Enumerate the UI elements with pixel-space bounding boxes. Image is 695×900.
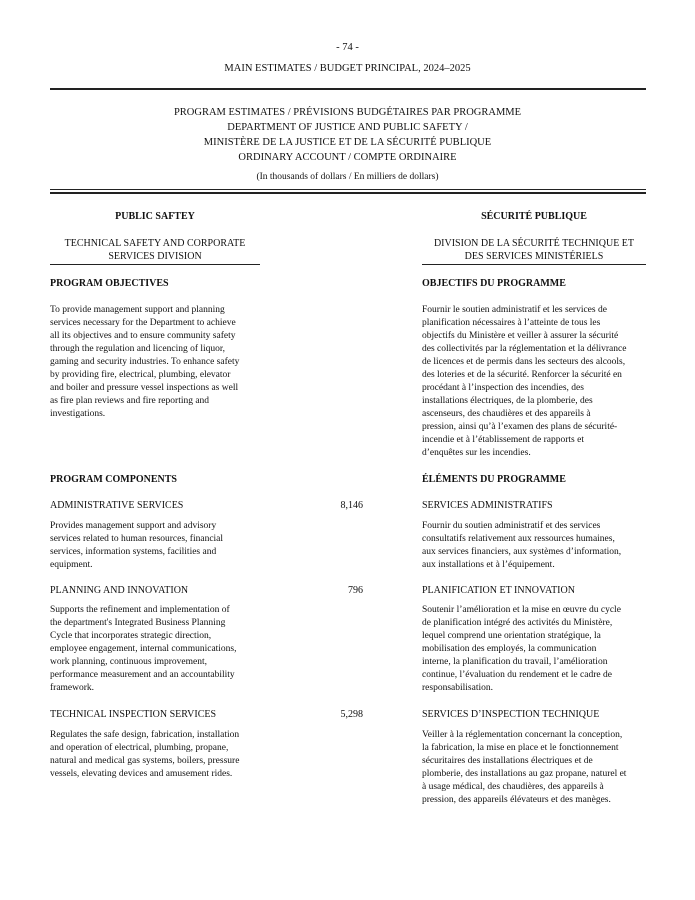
component-name-en: TECHNICAL INSPECTION SERVICES <box>50 709 217 720</box>
text-line: interne, la planification du travail, l’amélioration <box>422 657 608 667</box>
text-line: d’enquêtes sur les incendies. <box>422 448 531 458</box>
component-desc-fr <box>422 729 652 807</box>
right-objectives-heading: OBJECTIFS DU PROGRAMME <box>422 278 566 289</box>
text-line: performance measurement and an accountability <box>50 670 235 680</box>
text-line: des loteries et de la sécurité. Renforcer la sécurité en <box>422 370 622 380</box>
text-line: mobilisation des employés, la communication <box>422 644 597 654</box>
text-line: natural and medical gas systems, boilers, pressure <box>50 756 240 766</box>
text-line: by providing fire, electrical, plumbing, elevator <box>50 370 231 380</box>
text-line: equipment. <box>50 560 93 570</box>
component-amount: 8,146 <box>340 500 363 511</box>
text-line: procédant à l’inspection des incendies, des <box>422 383 584 393</box>
right-objectives-text <box>422 304 652 460</box>
text-line: la fabrication, la mise en place et le fonctionnement <box>422 743 619 753</box>
right-division-underline <box>422 264 646 265</box>
text-line: through the regulation and licencing of liquor, <box>50 344 226 354</box>
text-line: services related to human resources, financial <box>50 534 224 544</box>
component-name-fr: SERVICES D’INSPECTION TECHNIQUE <box>422 709 600 720</box>
component-name-en: PLANNING AND INNOVATION <box>50 585 189 596</box>
text-line: services necessary for the Department to achieve <box>50 318 236 328</box>
component-name-fr: SERVICES ADMINISTRATIFS <box>422 500 553 511</box>
left-objectives-heading: PROGRAM OBJECTIVES <box>50 278 169 289</box>
text-line: continue, l’évaluation du rendement et le cadre de <box>422 670 612 680</box>
left-division <box>50 237 260 263</box>
left-heading: PUBLIC SAFTEY <box>115 211 195 222</box>
header-line-4: ORDINARY ACCOUNT / COMPTE ORDINAIRE <box>238 152 457 163</box>
component-name-en: ADMINISTRATIVE SERVICES <box>50 500 184 511</box>
text-line: plomberie, des installations au gaz propane, naturel et <box>422 769 627 779</box>
text-line: Provides management support and advisory <box>50 521 217 531</box>
double-rule-top <box>50 189 646 190</box>
right-division-line-2: DES SERVICES MINISTÉRIELS <box>464 251 604 262</box>
left-division-line-1: TECHNICAL SAFETY AND CORPORATE <box>64 238 246 249</box>
text-line: Cycle that incorporates strategic direction, <box>50 631 212 641</box>
text-line: investigations. <box>50 409 106 419</box>
double-rule-bottom <box>50 192 646 194</box>
left-objectives-text <box>50 304 265 421</box>
text-line: responsabilisation. <box>422 683 493 693</box>
text-line: ascenseurs, des chaudières et des appareils à <box>422 409 591 419</box>
text-line: des collectivités par la réglementation et la délivrance <box>422 344 627 354</box>
text-line: and operation of electrical, plumbing, propane, <box>50 743 229 753</box>
left-division-line-2: SERVICES DIVISION <box>108 251 202 262</box>
text-line: Soutenir l’amélioration et la mise en œuvre du cycle <box>422 605 621 615</box>
right-components-heading: ÉLÉMENTS DU PROGRAMME <box>422 474 566 485</box>
component-amount: 796 <box>348 585 363 596</box>
left-components-heading: PROGRAM COMPONENTS <box>50 474 177 485</box>
text-line: planification nécessaires à l’atteinte de tous les <box>422 318 601 328</box>
text-line: de planification intégré des activités du Ministère, <box>422 618 613 628</box>
component-desc-en <box>50 729 265 781</box>
component-desc-fr <box>422 604 652 695</box>
text-line: sécuritaires des installations électriques et de <box>422 756 593 766</box>
page-number: - 74 - <box>336 42 359 53</box>
right-division-line-1: DIVISION DE LA SÉCURITÉ TECHNIQUE ET <box>433 238 635 249</box>
text-line: the department's Integrated Business Planning <box>50 618 226 628</box>
component-amount: 5,298 <box>340 709 363 720</box>
text-line: vessels, elevating devices and amusement rides. <box>50 769 233 779</box>
text-line: pression, des appareils élévateurs et des manèges. <box>422 795 611 805</box>
component-name-fr: PLANIFICATION ET INNOVATION <box>422 585 575 596</box>
text-line: work planning, continuous improvement, <box>50 657 207 667</box>
text-line: Veiller à la réglementation concernant la conception, <box>422 730 623 740</box>
text-line: de licences et de permis dans les secteurs des alcools, <box>422 357 626 367</box>
header-rule <box>50 88 646 90</box>
text-line: and boiler and pressure vessel inspections as well <box>50 383 239 393</box>
right-heading: SÉCURITÉ PUBLIQUE <box>481 211 587 222</box>
text-line: gaming and security industries. To enhance safety <box>50 357 240 367</box>
text-line: framework. <box>50 683 95 693</box>
document-title: MAIN ESTIMATES / BUDGET PRINCIPAL, 2024–2025 <box>224 63 471 74</box>
component-desc-en <box>50 604 265 695</box>
header-line-1: PROGRAM ESTIMATES / PRÉVISIONS BUDGÉTAIRES PAR PROGRAMME <box>173 107 522 118</box>
text-line: aux installations et à l’équipement. <box>422 560 555 570</box>
text-line: all its objectives and to ensure community safety <box>50 331 236 341</box>
text-line: à usage médical, des chaudières, des appareils à <box>422 782 604 792</box>
header-line-3: MINISTÈRE DE LA JUSTICE ET DE LA SÉCURITÉ PUBLIQUE <box>203 137 492 148</box>
units-note: (In thousands of dollars / En milliers de dollars) <box>256 172 439 182</box>
text-line: lequel comprend une orientation stratégique, la <box>422 631 601 641</box>
text-line: pression, ainsi qu’à l’examen des plans de sécurité- <box>422 422 618 432</box>
text-line: as fire plan reviews and fire reporting and <box>50 396 210 406</box>
text-line: Fournir le soutien administratif et les services de <box>422 305 607 315</box>
component-desc-fr <box>422 520 652 572</box>
text-line: aux services financiers, aux systèmes d’information, <box>422 547 622 557</box>
left-division-underline <box>50 264 260 265</box>
text-line: installations électriques, de la plomberie, des <box>422 396 593 406</box>
text-line: Supports the refinement and implementation of <box>50 605 230 615</box>
component-desc-en <box>50 520 265 572</box>
right-division <box>422 237 646 263</box>
text-line: consultatifs relativement aux ressources humaines, <box>422 534 615 544</box>
text-line: objectifs du Ministère et veiller à assurer la sécurité <box>422 331 619 341</box>
text-line: To provide management support and planning <box>50 305 225 315</box>
text-line: Fournir du soutien administratif et des services <box>422 521 601 531</box>
text-line: services, information systems, facilities and <box>50 547 217 557</box>
text-line: incendie et à l’établissement de rapports et <box>422 435 584 445</box>
text-line: employee engagement, internal communications, <box>50 644 237 654</box>
header-line-2: DEPARTMENT OF JUSTICE AND PUBLIC SAFETY / <box>227 122 468 133</box>
text-line: Regulates the safe design, fabrication, installation <box>50 730 240 740</box>
